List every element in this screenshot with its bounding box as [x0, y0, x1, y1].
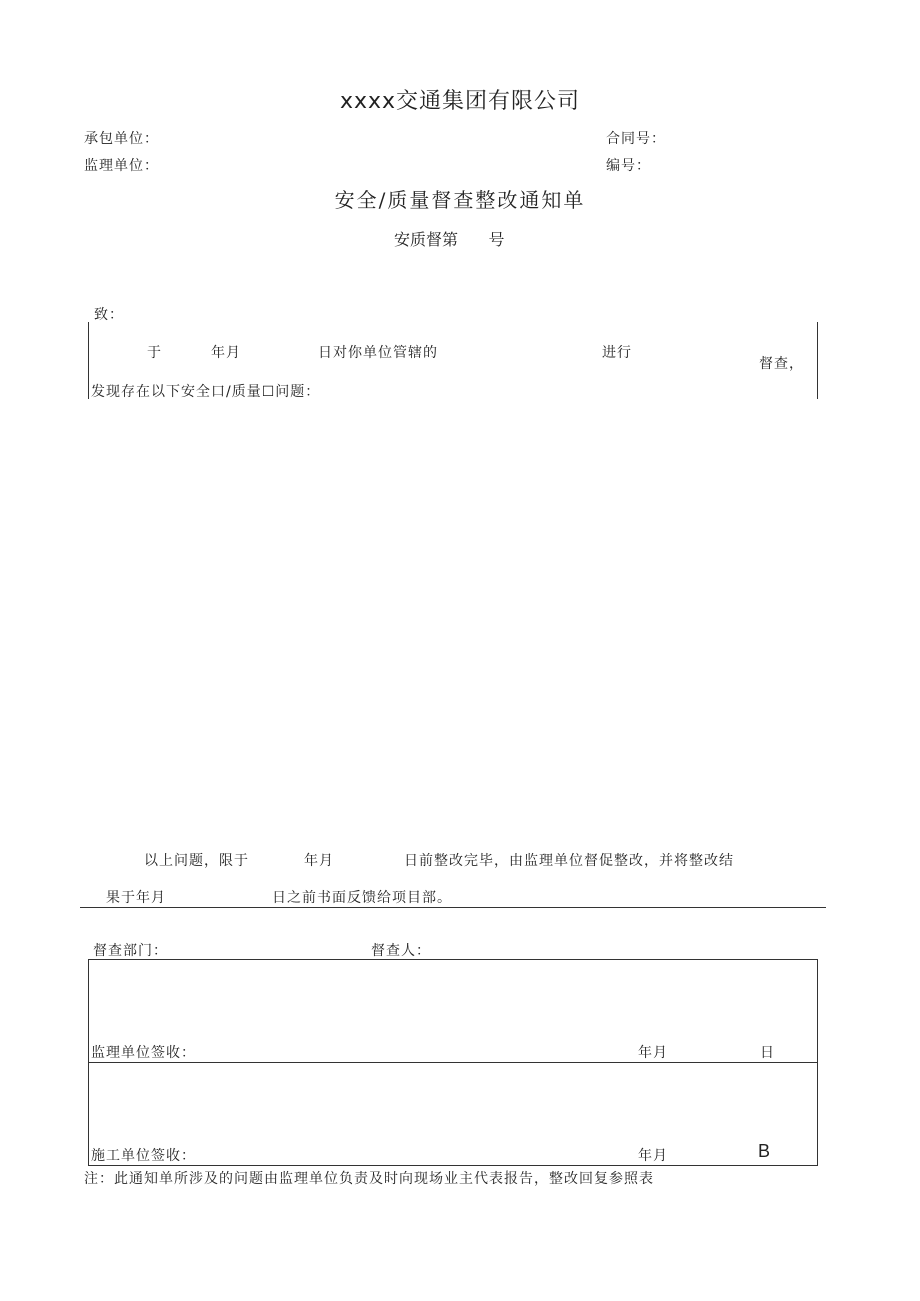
footnote: 注：此通知单所涉及的问题由监理单位负责及时向现场业主代表报告，整改回复参照表	[84, 1171, 654, 1187]
contract-number-label: 合同号：	[606, 131, 666, 147]
document-number: 安质督第 号	[394, 230, 505, 249]
to-label: 致：	[94, 307, 124, 323]
supervisor-sign-label: 监理单位签收：	[91, 1045, 196, 1061]
text-day-jurisdiction: 日对你单位管辖的	[318, 345, 438, 361]
supervisor-sign-date: 年月	[638, 1045, 668, 1061]
inspection-dept-label: 督查部门：	[93, 943, 168, 959]
left-border	[88, 322, 89, 399]
deadline-year-month: 年月	[304, 853, 334, 869]
company-name: xxxx交通集团有限公司	[339, 89, 581, 114]
document-title: 安全/质量督查整改通知单	[334, 188, 586, 212]
supervisor-sign-day: 日	[760, 1045, 775, 1061]
deadline-part1: 以上问题，限于	[144, 853, 249, 869]
section-divider	[80, 907, 826, 908]
supervisor-sign-box	[88, 959, 818, 1063]
deadline-part4: 日之前书面反馈给项目部。	[272, 890, 452, 906]
right-border	[817, 322, 818, 399]
inspector-label: 督查人：	[371, 943, 431, 959]
contractor-label: 承包单位：	[84, 131, 159, 147]
text-ducha: 督查，	[759, 356, 804, 372]
contractor-sign-label: 施工单位签收：	[91, 1148, 196, 1164]
deadline-part3: 果于年月	[106, 890, 166, 906]
supervisor-label: 监理单位：	[84, 158, 159, 174]
contractor-sign-box	[88, 1062, 818, 1166]
contractor-sign-day: B	[758, 1141, 771, 1161]
text-yu: 于	[147, 345, 162, 361]
deadline-part2: 日前整改完毕，由监理单位督促整改，并将整改结	[404, 853, 734, 869]
findings-intro: 发现存在以下安全口/质量☐问题：	[91, 384, 321, 400]
serial-number-label: 编号：	[606, 158, 651, 174]
text-jinxing: 进行	[602, 345, 632, 361]
contractor-sign-date: 年月	[638, 1148, 668, 1164]
text-year-month: 年月	[211, 345, 241, 361]
